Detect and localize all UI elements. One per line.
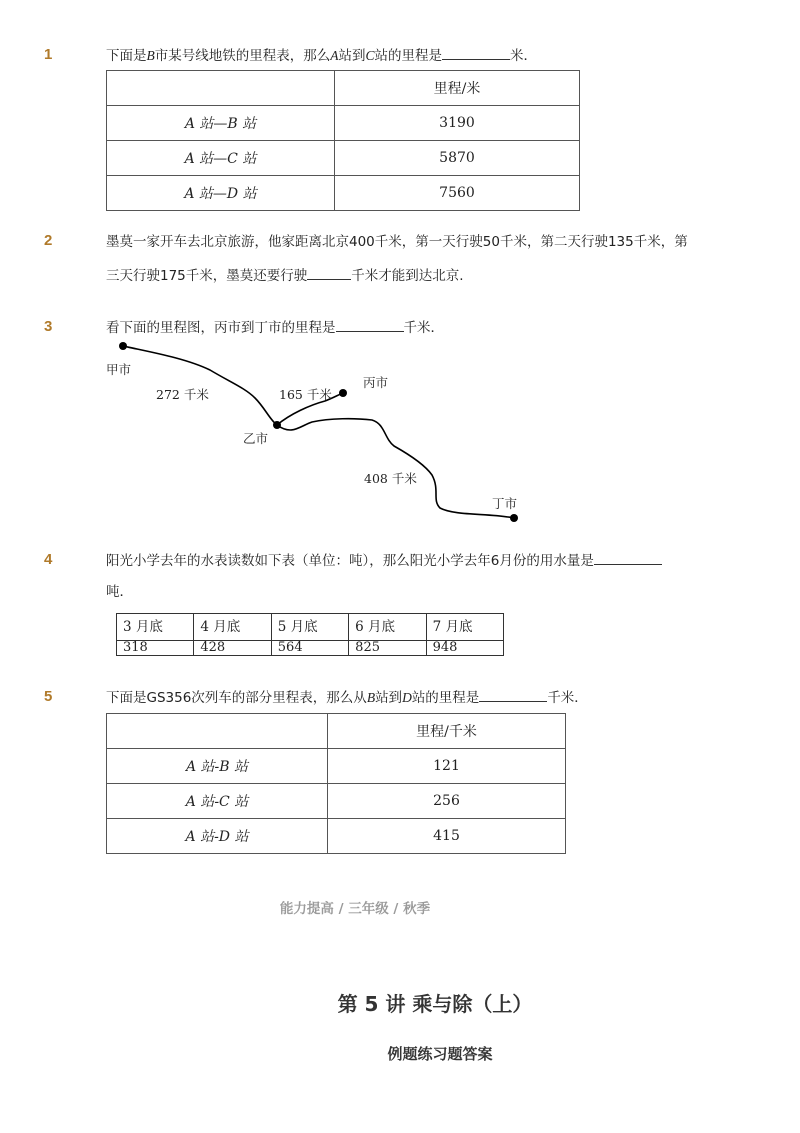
row-value: 7560 bbox=[335, 176, 580, 211]
table-header-row bbox=[107, 714, 566, 749]
table-row bbox=[107, 749, 566, 784]
map-label-bing: 丙市 bbox=[363, 375, 389, 390]
table-row-months bbox=[117, 614, 504, 641]
row-value: 256 bbox=[328, 784, 566, 819]
lesson-title: 第 5 讲 乘与除（上） bbox=[337, 992, 533, 1016]
table-row-values bbox=[117, 641, 504, 656]
row-label: A 站—B 站 bbox=[107, 106, 335, 141]
page-footer: 能力提高 / 三年级 / 秋季 bbox=[279, 901, 431, 917]
map-label-distance-yi-ding: 408 千米 bbox=[364, 471, 417, 486]
question-2-line-2: 三天行驶175千米，墨莫还要行驶 千米才能到达北京. bbox=[106, 265, 464, 286]
answer-blank-4[interactable] bbox=[594, 550, 662, 565]
city-dot-jia bbox=[119, 342, 127, 350]
header-distance: 里程/米 bbox=[335, 71, 580, 106]
question-2-line-1: 墨莫一家开车去北京旅游，他家距离北京400千米，第一天行驶50千米，第二天行驶135千米，第 bbox=[106, 234, 688, 250]
question-number-5: 5 bbox=[44, 688, 53, 705]
answer-blank-5[interactable] bbox=[479, 687, 547, 702]
question-number-3: 3 bbox=[44, 318, 53, 335]
city-dot-yi bbox=[273, 421, 281, 429]
question-4-line-2: 吨． bbox=[106, 584, 133, 600]
month-cell: 5 月底 bbox=[271, 614, 348, 641]
reading-cell: 564 bbox=[271, 641, 348, 656]
header-empty-cell bbox=[107, 714, 328, 749]
month-cell: 6 月底 bbox=[349, 614, 426, 641]
question-number-1: 1 bbox=[44, 46, 53, 63]
table-row bbox=[107, 819, 566, 854]
reading-cell: 428 bbox=[194, 641, 271, 656]
month-cell: 7 月底 bbox=[426, 614, 503, 641]
reading-cell: 825 bbox=[349, 641, 426, 656]
row-label: A 站-D 站 bbox=[107, 819, 328, 854]
reading-cell: 948 bbox=[426, 641, 503, 656]
header-distance: 里程/千米 bbox=[328, 714, 566, 749]
row-value: 415 bbox=[328, 819, 566, 854]
table-row bbox=[107, 784, 566, 819]
row-label: A 站-C 站 bbox=[107, 784, 328, 819]
city-dot-bing bbox=[339, 389, 347, 397]
row-label: A 站-B 站 bbox=[107, 749, 328, 784]
row-value: 5870 bbox=[335, 141, 580, 176]
map-label-jia: 甲市 bbox=[106, 362, 132, 377]
water-meter-table bbox=[116, 613, 504, 656]
month-cell: 4 月底 bbox=[194, 614, 271, 641]
map-label-distance-yi-bing: 165 千米 bbox=[279, 387, 332, 402]
question-3-text: 看下面的里程图，丙市到丁市的里程是 千米． bbox=[106, 317, 444, 338]
row-label: A 站—D 站 bbox=[107, 176, 335, 211]
question-5-text: 下面是GS356次列车的部分里程表，那么从B站到D站的里程是 千米． bbox=[106, 687, 588, 708]
question-1-text: 下面是B市某号线地铁的里程表，那么A站到C站的里程是 米． bbox=[106, 45, 537, 66]
reading-cell: 318 bbox=[117, 641, 194, 656]
row-value: 3190 bbox=[335, 106, 580, 141]
map-label-ding: 丁市 bbox=[492, 496, 518, 511]
map-label-yi: 乙市 bbox=[243, 431, 269, 446]
city-dot-ding bbox=[510, 514, 518, 522]
question-4-text: 阳光小学去年的水表读数如下表（单位：吨），那么阳光小学去年6月份的用水量是 bbox=[106, 550, 662, 571]
question-number-4: 4 bbox=[44, 551, 53, 568]
row-value: 121 bbox=[328, 749, 566, 784]
section-subtitle: 例题练习题答案 bbox=[387, 1045, 493, 1063]
map-label-distance-jia-yi: 272 千米 bbox=[156, 387, 209, 402]
question-number-2: 2 bbox=[44, 232, 53, 249]
month-cell: 3 月底 bbox=[117, 614, 194, 641]
row-label: A 站—C 站 bbox=[107, 141, 335, 176]
train-distance-table bbox=[106, 713, 566, 854]
